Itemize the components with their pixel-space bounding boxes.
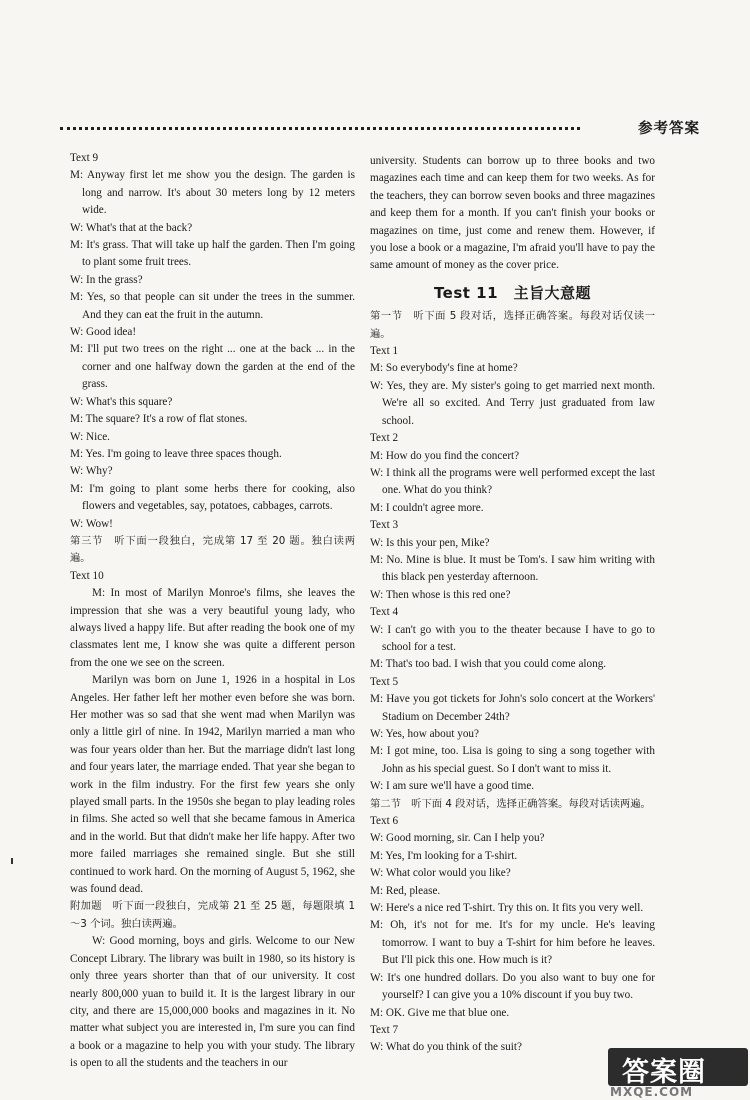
dialogue-line: M: Yes. I'm going to leave three spaces though.	[70, 447, 282, 460]
dialogue-line: W: What do you think of the suit?	[370, 1041, 522, 1054]
text-line: Text 7	[370, 1023, 399, 1036]
header-title: 参考答案	[638, 121, 700, 137]
dialogue-line: M: I got mine, too. Lisa is going to sing a song together with John as his special guest. So I don't want to miss it.	[370, 745, 655, 775]
section-heading: 第一节 听下面 5 段对话，选择正确答案。每段对话仅读一遍。	[370, 310, 655, 340]
text-line: Text 4	[370, 606, 399, 619]
dialogue-line: M: Anyway first let me show you the design. The garden is long and narrow. It's about 30 meters long by 12 meters wide.	[70, 169, 355, 217]
section-heading: 附加题 听下面一段独白，完成第 21 至 25 题，每题限填 1～3 个词。独白读两遍。	[70, 900, 355, 930]
text-line: M: In most of Marilyn Monroe's films, she leaves the impression that she was a very beautiful young lady, who always lived a happy life. But after reading the book one of my classmates lent me, I know she was quite a different person from the one we see on the screen.	[70, 587, 355, 669]
section-heading: 第二节 听下面 4 段对话，选择正确答案。每段对话读两遍。	[370, 797, 651, 810]
right-column-bottom	[370, 308, 655, 1056]
dialogue-line: W: I am sure we'll have a good time.	[370, 780, 535, 793]
dialogue-line: W: Is this your pen, Mike?	[370, 536, 490, 549]
left-column	[70, 150, 355, 1073]
dialogue-line: M: Oh, it's not for me. It's for my uncle. He's leaving tomorrow. I want to buy a T-shirt for him before he leaves. But I'll pick this one. How much is it?	[370, 919, 655, 967]
dialogue-line: W: Nice.	[70, 430, 110, 443]
dialogue-line: W: What color would you like?	[370, 867, 511, 880]
dialogue-line: M: So everybody's fine at home?	[370, 362, 518, 375]
text-line: Text 2	[370, 432, 399, 445]
margin-mark	[11, 858, 13, 864]
dialogue-line: M: I'll put two trees on the right ... one at the back ... in the corner and one halfway down the garden at the end of the grass.	[70, 343, 355, 391]
test-11-title: Test 11 主旨大意题	[433, 283, 592, 302]
dialogue-line: W: Why?	[70, 465, 113, 478]
watermark-logo: 答案圈	[622, 1057, 706, 1088]
dialogue-line: W: Good morning, sir. Can I help you?	[370, 832, 545, 845]
text-line: Text 1	[370, 345, 399, 358]
dialogue-line: M: I couldn't agree more.	[370, 501, 484, 514]
text-line: Text 10	[70, 569, 104, 582]
text-line: Marilyn was born on June 1, 1926 in a hospital in Los Angeles. Her father left her mother even before she was born. Her mother was so sad that she went mad when Marilyn was only a little girl of nine. In 1942, Marilyn married a man who was four years older than her. But the marriage didn't last long and four years later, the marriage ended. That year she began to work in the film industry. For the first few years she only played small parts. In the 1950s she began to play leading roles in films. She acted so well that she became famous in America and in the world. But that didn't make her life happy. After two more failed marriages she remained single. But she still continued to work hard. On the morning of August 5, 1962, she was found dead.	[70, 674, 355, 896]
dialogue-line: W: Then whose is this red one?	[370, 588, 511, 601]
page-header	[60, 117, 700, 139]
watermark-url: MXQE.COM	[610, 1085, 694, 1099]
dialogue-line: M: It's grass. That will take up half the garden. Then I'm going to plant some fruit trees.	[70, 239, 355, 269]
dialogue-line: W: I think all the programs were well performed except the last one. What do you think?	[370, 466, 655, 497]
dialogue-line: W: In the grass?	[70, 273, 143, 286]
dialogue-line: M: Yes, so that people can sit under the trees in the summer. And they can eat the fruit in the autumn.	[70, 291, 355, 321]
dialogue-line: W: Here's a nice red T-shirt. Try this on. It fits you very well.	[370, 902, 644, 915]
dialogue-line: M: Yes, I'm looking for a T-shirt.	[370, 849, 518, 862]
text-line: Text 9	[70, 152, 99, 164]
dialogue-line: W: What's this square?	[70, 395, 173, 408]
dialogue-line: W: Good idea!	[70, 326, 137, 339]
dialogue-line: W: Wow!	[70, 517, 113, 530]
dialogue-line: W: I can't go with you to the theater because I have to go to school for a test.	[370, 623, 655, 653]
right-column	[370, 153, 655, 1057]
dialogue-line: M: The square? It's a row of flat stones.	[70, 413, 248, 426]
right-column-top	[370, 153, 655, 275]
dialogue-line: M: Have you got tickets for John's solo concert at the Workers' Stadium on December 24th?	[370, 693, 655, 723]
text-line: Text 5	[370, 675, 399, 688]
watermark	[608, 1048, 748, 1098]
dialogue-line: W: Yes, how about you?	[370, 728, 479, 740]
dialogue-line: M: I'm going to plant some herbs there for cooking, also flowers and vegetables, say, potatoes, cabbages, carrots.	[70, 482, 355, 513]
dialogue-line: M: How do you find the concert?	[370, 449, 520, 462]
text-line: Text 6	[370, 815, 399, 828]
dialogue-line: W: Yes, they are. My sister's going to get married next month. We're all so excited. And Terry just graduated from law school.	[370, 379, 655, 427]
text-line: university. Students can borrow up to three books and two magazines each time and can keep them for two weeks. As for the teachers, they can borrow seven books and three magazines and keep them for a month. If you can't finish your books or magazines on time, just come and renew them. However, if you lose a book or a magazine, I'm afraid you'll have to pay the same amount of money as the cover price.	[370, 155, 655, 272]
dialogue-line: W: What's that at the back?	[70, 221, 193, 234]
section-heading: 第三节 听下面一段独白，完成第 17 至 20 题。独白读两遍。	[70, 534, 355, 565]
dialogue-line: M: That's too bad. I wish that you could come along.	[370, 658, 607, 671]
dialogue-line: M: No. Mine is blue. It must be Tom's. I saw him writing with this black pen yesterday afternoon.	[370, 553, 655, 584]
dialogue-line: M: OK. Give me that blue one.	[370, 1006, 510, 1019]
text-line: W: Good morning, boys and girls. Welcome to our New Concept Library. The library was built in 1980, so its history is only three years shorter than that of our university. It cost nearly 800,000 yuan to build it. It is the largest library in our city, and there are 15,000,000 books and magazines in it. No matter what subject you are interested in, I'm sure you can find a book or a magazine to help you with your study. The library is open to all the students and the teachers in our	[70, 935, 355, 1070]
dialogue-line: W: It's one hundred dollars. Do you also want to buy one for yourself? I can give you a 10% discount if you buy two.	[370, 971, 655, 1002]
dotted-rule	[60, 127, 580, 130]
dialogue-line: M: Red, please.	[370, 884, 441, 897]
text-line: Text 3	[370, 519, 399, 532]
